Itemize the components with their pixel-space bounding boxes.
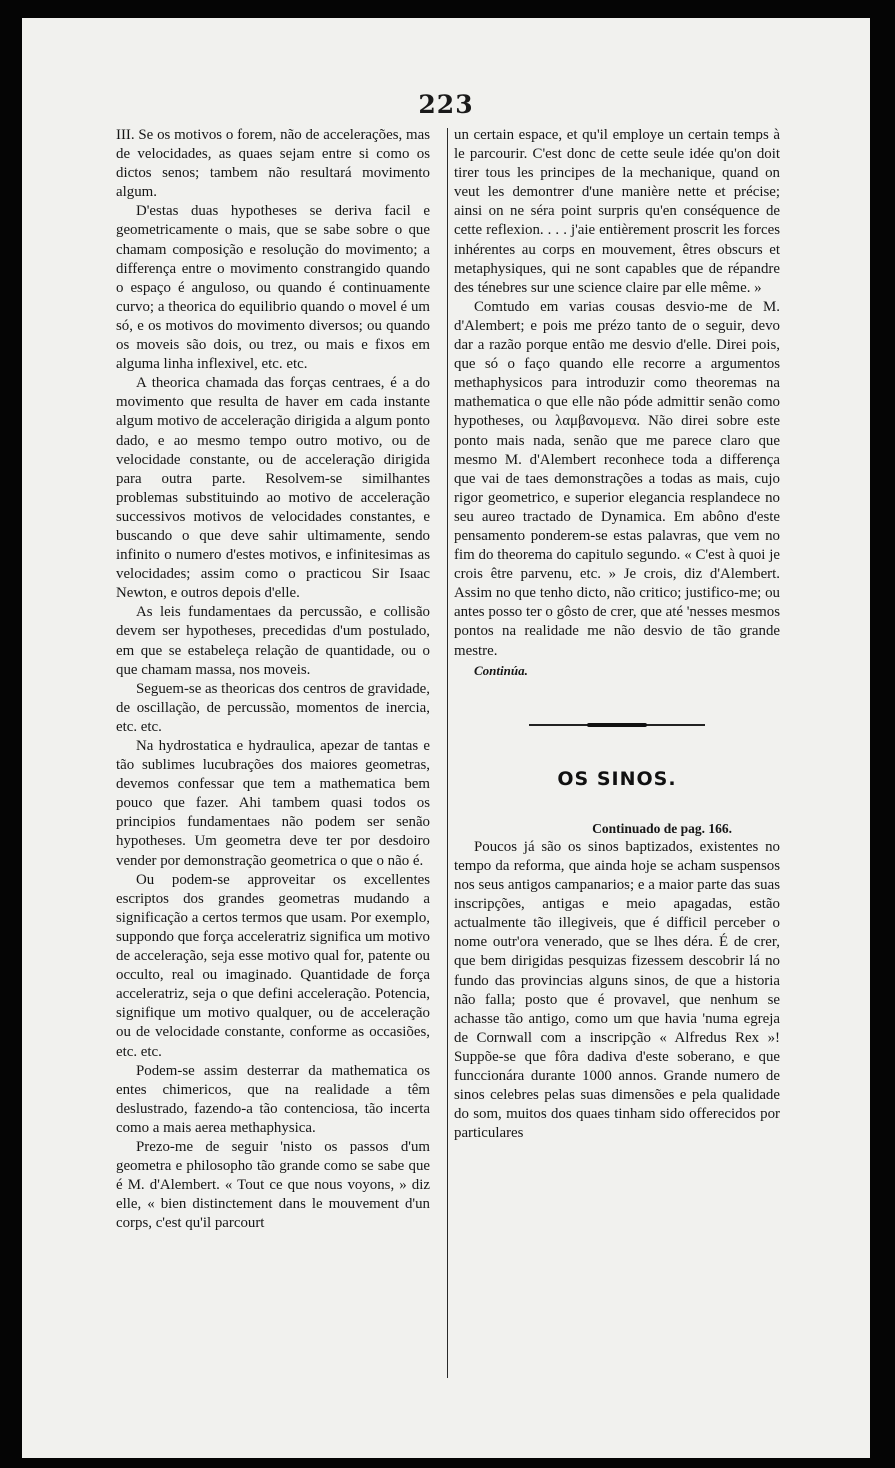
column-divider — [447, 128, 448, 1378]
right-column — [454, 126, 780, 1143]
sinos-paragraph: Poucos já são os sinos baptizados, existentes no tempo da reforma, que ainda hoje se acham suspensos nos seus antigos campanarios; e a maior parte das suas inscripções, antigas e meio apagadas, estão actualmente tão illegiveis, que é difficil perceber o nome outr'ora venerado, que se lhes déra. É de crer, que bem dirigidas pesquizas fizessem descobrir lá no fundo das provincias alguns sinos, de que a historia não falla; posto que é provavel, que nenhum se achasse tão antigo, como um que havia 'numa egreja de Cornwall com a inscripção « Alfredus Rex »! Suppõe-se que fôra dadiva d'este soberano, e que funccionára durante 1000 annos. Grande numero de sinos celebres pelas suas dimensões e pela qualidade do som, muitos dos quaes tinham sido offerecidos por particulares — [454, 838, 780, 1142]
paragraph-5: Seguem-se as theoricas dos centros de gravidade, de oscillação, de percussão, momentos de inercia, etc. etc. — [116, 680, 430, 735]
page-number: 223 — [418, 90, 474, 119]
paragraph-8: Podem-se assim desterrar da mathematica os entes chimericos, que na realidade a têm deslustrado, fazendo-a tão contenciosa, tão incerta como a mais aerea methaphysica. — [116, 1062, 430, 1136]
section-title: OS SINOS. — [557, 767, 677, 790]
paragraph-7: Ou podem-se approveitar os excellentes escriptos dos grandes geometras mudando a significação a certos termos que usam. Por exemplo, suppondo que força acceleratriz significa um motivo de acceleração, seja esse motivo qual for, patente ou occulto, real ou imaginado. Quantidade de força acceleratriz, seja o que defini acceleração. Potencia, signifique um motivo qualquer, ou de acceleração ou de velocidade constante, conforme as occasiões, etc. etc. — [116, 871, 430, 1060]
paragraph-4: As leis fundamentaes da percussão, e collisão devem ser hypotheses, precedidas d'um postulado, em que se estabeleça relação de quantidade, ou o que chamam massa, nos moveis. — [116, 604, 430, 678]
paragraph-3: A theorica chamada das forças centraes, é a do movimento que resulta de haver em cada instante algum motivo de acceleração dirigida a algum ponto dado, e ao mesmo tempo outro motivo, ou de velocidade constante, ou de acceleração dirigida para outra parte. Resolvem-se similhantes problemas substituindo ao motivo de acceleração successivos motivos de velocidades constantes, e buscando o que deve sahir ultimamente, sendo infinito o numero d'estes motivos, e infinitesimas as velocidades; assim como o practicou Sir Isaac Newton, e outros depois d'elle. — [116, 375, 430, 602]
section-rule — [529, 724, 705, 726]
paragraph-1: III. Se os motivos o forem, não de accelerações, mas de velocidades, as quaes sejam entre si como os dictos senos; tambem não resultará movimento algum. — [116, 127, 430, 201]
left-column — [116, 126, 430, 1233]
continua-label: Continúa. — [474, 662, 528, 678]
paragraph-2: D'estas duas hypotheses se deriva facil e geometricamente o mais, que se sabe sobre o que chamam composição e resolução do movimento; a differença entre o movimento constrangido quando o espaço é anguloso, ou quando é continuamente curvo; a theorica do equilibrio quando o movel é um só, e os motivos do movimento diversos; ou quando os moveis são dois, ou trez, ou mais e fixos em alguma linha inflexivel, etc. etc. — [116, 203, 430, 373]
newspaper-page — [22, 18, 870, 1458]
paragraph-9: Prezo-me de seguir 'nisto os passos d'um geometra e philosopho tão grande como se sabe que é M. d'Alembert. « Tout ce que nous voyons, » diz elle, « bien distinctement dans le mouvement d'un corps, c'est qu'il parcourt — [116, 1138, 430, 1232]
paragraph-10: un certain espace, et qu'il employe un certain temps à le parcourir. C'est donc de cette seule idée qu'on doit tirer tous les principes de la mechanique, quand on veut les demontrer d'une manière nette et précise; ainsi on ne séra point surpris qu'en conséquence de cette reflexion. . . . j'aie entièrement proscrit les forces inhérentes au corps en mouvement, êtres obscurs et metaphysiques, qui ne sont capables que de répandre des ténebres sur une science claire par elle même. » — [454, 127, 780, 296]
paragraph-6: Na hydrostatica e hydraulica, apezar de tantas e tão sublimes lucubrações dos maiores geometras, devemos confessar que tem a mathematica bem pouco que fazer. Ahi tambem quasi todos os principios fundamentaes não podem ser senão hypotheses. Um geometra deve ter por desdoiro vender por demonstração geometrica o que o não é. — [116, 738, 430, 869]
paragraph-11: Comtudo em varias cousas desvio-me de M. d'Alembert; e pois me prézo tanto de o seguir, devo dar a razão porque então me desvio d'elle. Direi pois, que só o faço quando elle recorre a argumentos methaphysicos para introduzir como theoremas na mathematica o que elle não póde admittir senão como hypotheses, ou λαμβανομενα. Não direi sobre este ponto mais nada, senão que me parece claro que mesmo M. d'Alembert reconhece toda a differença que vai de taes demonstrações a todas as mais, cujo rigor geometrico, e superior elegancia resplandece no seu aureo tractado de Dynamica. Em abôno d'este pensamento ponderem-se estas palavras, que vem no fim do theorema do capitulo segundo. « C'est à quoi je crois être parvenu, etc. » Je crois, diz d'Alembert. Assim no que tenho dicto, não critico; justifico-me; ou antes posso ter o gôsto de crer, que até 'nesses mesmos pontos na realidade me não desvio de tão grande mestre. — [454, 298, 780, 659]
section-subtitle: Continuado de pag. 166. — [592, 820, 732, 836]
